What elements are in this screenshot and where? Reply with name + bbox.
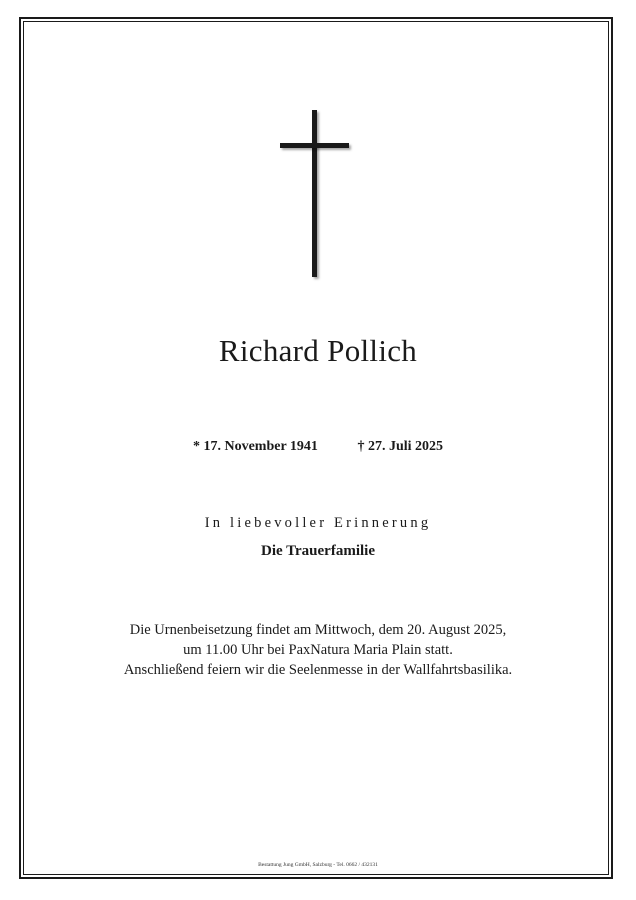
announcement-line: Die Urnenbeisetzung findet am Mittwoch, dem 20. August 2025, [129,622,507,638]
birth-date: * 17. November 1941 [192,439,318,454]
funeral-announcement [0,620,636,680]
cross-horizontal-beam [280,143,349,148]
cross-vertical-beam [312,110,317,277]
life-dates [0,439,636,455]
announcement-line: Anschließend feiern wir die Seelenmesse in der Wallfahrtsbasilika. [123,662,513,678]
deceased-name: Richard Pollich [218,333,418,368]
death-date: † 27. Juli 2025 [357,439,444,454]
announcement-line: um 11.00 Uhr bei PaxNatura Maria Plain statt. [183,642,453,658]
funeral-home-footer: Bestattung Jung GmbH, Salzburg - Tel. 0662 / 432131 [258,862,378,868]
latin-cross-icon [280,110,350,280]
family-signature: Die Trauerfamilie [261,543,375,559]
memory-line: In liebevoller Erinnerung [204,515,432,531]
